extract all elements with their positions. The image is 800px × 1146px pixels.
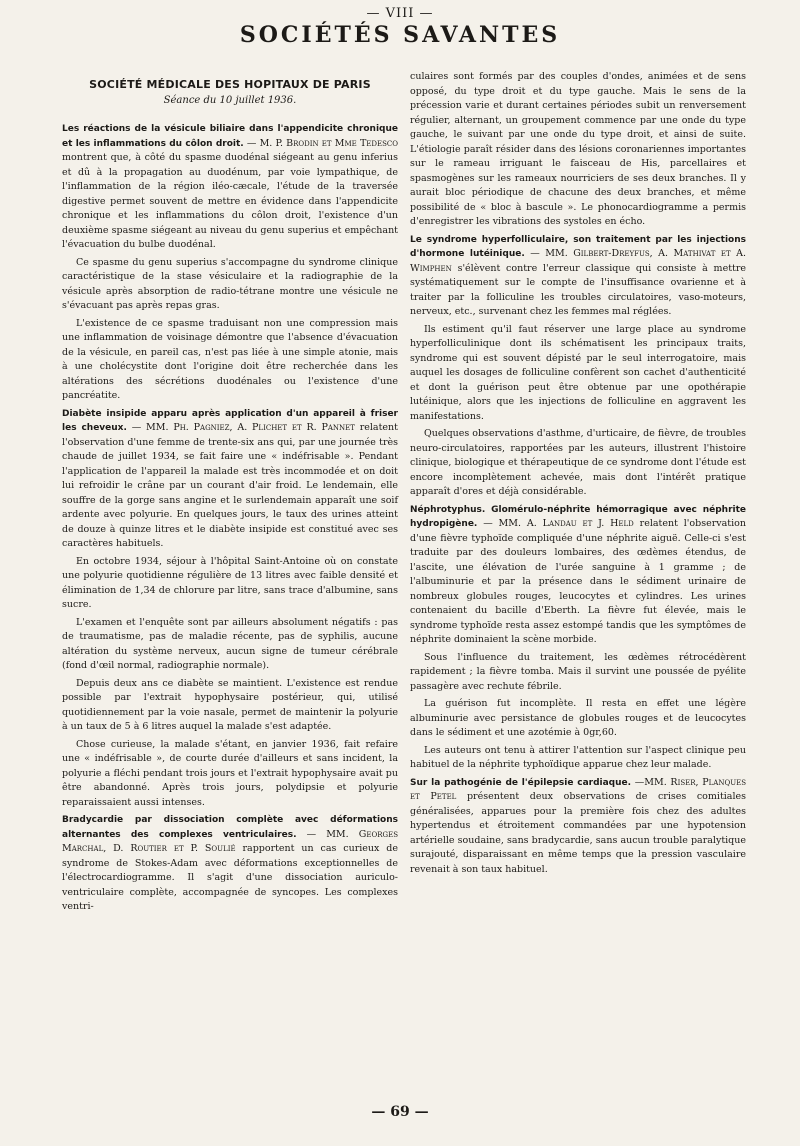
- article-title: Les réactions de la vésicule biliaire dans l'appendicite chronique et les inflammations du côlon droit.: [62, 124, 398, 149]
- article-title: Diabète insipide apparu après application d'un appareil à friser les cheveux.: [62, 408, 398, 433]
- section-title: SOCIÉTÉS SAVANTES: [239, 22, 561, 48]
- article-title: Bradycardie par dissociation complète avec déformations alternantes des complexes ventriculaires.: [62, 815, 398, 840]
- article-authors: —MM. Riser, Planques et Petel: [410, 776, 746, 802]
- paragraph: La guérison fut incomplète. Il resta en effet une légère albuminurie avec persistance de globules rouges et de leucocytes dans le sédiment et une azotémie à 0gr,60.: [410, 698, 746, 738]
- paragraph: L'existence de ce spasme traduisant non une compression mais une inflammation de voisinage démontre que l'absence d'évacuation de la vésicule, en pareil cas, n'est pas liée à une simple atonie, mais à une cholécystite dont l'origine doit être recherchée dans les altérations des sécrétions duodénales ou l'existence d'une pancréatite.: [62, 317, 398, 401]
- article-authors: — MM. Georges Marchal, D. Routier et P. Soulié: [62, 828, 398, 854]
- article-reactions-vesicule: [62, 122, 398, 253]
- session-date: Séance du 10 juillet 1936.: [163, 94, 297, 106]
- article-title: Sur la pathogénie de l'épilepsie cardiaque.: [410, 777, 632, 788]
- article-text: présentent deux observations de crises comitiales généralisées, apparues pour la première fois chez des adultes hypertendus et étroitement commandées par une hypotension artérielle soudaine, sans bradycardie, sans aucun trouble paralytique surajouté, disparaissant en même temps que la pression vasculaire revenait à son taux habituel.: [410, 791, 746, 875]
- article-authors: — MM. Ph. Pagniez, A. Plichet et R. Pannet: [131, 422, 355, 433]
- paragraph: Les auteurs ont tenu à attirer l'attention sur l'aspect clinique peu habituel de la néphrite typhoïdique apparue chez leur malade.: [410, 744, 746, 770]
- paragraph: Sous l'influence du traitement, les œdèmes rétrocédèrent rapidement ; la fièvre tomba. Mais il survint une poussée de pyélite passagère avec rechute fébrile.: [410, 651, 746, 692]
- article-syndrome-hyperfolliculaire: [410, 233, 746, 320]
- society-name: SOCIÉTÉ MÉDICALE DES HOPITAUX DE PARIS: [89, 78, 371, 91]
- article-authors: — MM. Gilbert-Dreyfus, A. Mathivat et A. Wimphen: [410, 248, 747, 274]
- roman-page-marker: — VIII —: [366, 6, 434, 21]
- paragraph: En octobre 1934, séjour à l'hôpital Saint-Antoine où on constate une polyurie quotidienne régulière de 13 litres avec faible densité et élimination de 1,34 de chlorure par litre, sans trace d'albumine, sans sucre.: [62, 555, 398, 610]
- article-diabete-insipide: [62, 407, 398, 552]
- article-text: relatent l'observation d'une fièvre typhoïde compliquée d'une néphrite aiguë. Celle-ci s'est traduite par des douleurs lombaires, des œdèmes étendus, de l'ascite, une élévation de l'urée sanguine à 1 gramme ; de l'albuminurie et par la présence dans le sédiment urinaire de nombreux globules rouges, leucocytes et cylindres. Les urines contenaient du bacille d'Eberth. La fièvre fut élevée, mais le syndrome typhoïde resta assez estompé tandis que les symptômes de néphrite dominaient la scène morbide.: [410, 518, 746, 645]
- paragraph: Quelques observations d'asthme, d'urticaire, de fièvre, de troubles neuro-circulatoires, rapportées par les auteurs, illustrent l'histoire clinique, biologique et thérapeutique de ce syndrome dont l'étude est encore incomplètement achevée, mais dont l'intérêt pratique apparaît d'ores et déjà considérable.: [410, 428, 746, 497]
- article-title: Néphrotyphus. Glomérulo-néphrite hémorragique avec néphrite hydropigène.: [410, 504, 746, 529]
- paragraph: Chose curieuse, la malade s'étant, en janvier 1936, fait refaire une « indéfrisable », de courte durée d'ailleurs et sans incident, la polyurie a fléchi pendant trois jours et l'extrait hypophysaire avait pu être abandonné. Après trois jours, polydipsie et polyurie reparaissaient aussi intenses.: [62, 738, 398, 808]
- left-column: [62, 78, 398, 918]
- article-continuation: culaires sont formés par des couples d'ondes, animées et de sens opposé, du type droit et du type gauche. Mais le sens de la précession varie et durant certaines périodes subit un renversement régulier, alternant, un groupement commence par une onde du type gauche, le suivant par une onde du type droit, et ainsi de suite. L'étiologie paraît résider dans des lésions coronariennes importantes sur le rameau irriguant le faisceau de His, parcellaires et spasmogènes sur les rameaux nourriciers de ses deux branches. Il y aurait bloc périodique de chacune des deux branches, et même possibilité de « bloc à bascule ». Le phonocardiogramme a permis d'enregistrer les vibrations des systoles en écho.: [410, 71, 746, 227]
- page-number: — 69 —: [371, 1104, 429, 1120]
- article-text: relatent l'observation d'une femme de trente-six ans qui, par une journée très chaude de juillet 1934, se fait faire une « indéfrisable ». Pendant l'application de l'appareil la malade est très incommodée et on doit lui refroidir le crâne par un courant d'air froid. Le lendemain, elle souffre de la gorge sans angine et le surlendemain apparaît une soif ardente avec polyurie. En quelques jours, le taux des urines atteint de douze à quinze litres et le diabète insipide est constitué avec ses caractères habituels.: [62, 422, 398, 549]
- article-authors: — MM. A. Landau et J. Held: [483, 518, 634, 529]
- article-text: s'élèvent contre l'erreur classique qui consiste à mettre systématiquement sur le compte de l'insuffisance ovarienne et à traiter par la folliculine les troubles circulatoires, vaso-moteurs, nerveux, etc., survenant chez les femmes mal réglées.: [410, 262, 746, 317]
- article-bradycardie: [62, 813, 398, 915]
- article-nephrotyphus: [410, 503, 746, 648]
- article-epilepsie-cardiaque: [410, 776, 746, 878]
- right-column: [410, 70, 746, 880]
- article-authors: — M. P. Brodin et Mme Tedesco: [246, 137, 399, 149]
- paragraph: Ce spasme du genu superius s'accompagne du syndrome clinique caractéristique de la stase vésiculaire et la radiographie de la vésicule après absorption de radio-tétrane montre une vésicule ne s'évacuant pas après repas gras.: [62, 256, 398, 311]
- article-text: montrent que, à côté du spasme duodénal siégeant au genu inferius et dû à la propagation au duodénum, par voie lympathique, de l'inflammation de la région iléo-cæcale, l'étude de la traversée digestive permet souvent de mettre en évidence dans l'appendicite chronique et les inflammations du côlon droit, l'existence d'un deuxième spasme siégeant au niveau du genu superius et empêchant l'évacuation du bulbe duodénal.: [62, 152, 398, 250]
- paragraph: Depuis deux ans ce diabète se maintient. L'existence est rendue possible par l'extrait hypophysaire postérieur, qui, utilisé quotidiennement par la voie nasale, permet de maintenir la polyurie à un taux de 5 à 6 litres auquel la malade s'est adaptée.: [62, 677, 398, 732]
- article-text: rapportent un cas curieux de syndrome de Stokes-Adam avec déformations exceptionnelles de l'électrocardiogramme. Il s'agit d'une dissociation auriculo-ventriculaire complète, accompagnée de syncopes. Les complexes ventri-: [62, 843, 398, 912]
- paragraph: L'examen et l'enquête sont par ailleurs absolument négatifs : pas de traumatisme, pas de maladie récente, pas de syphilis, aucune altération du système nerveux, aucun signe de tumeur cérébrale (fond d'œil normal, radiographie normale).: [62, 616, 398, 671]
- paragraph: Ils estiment qu'il faut réserver une large place au syndrome hyperfolliculinique dont ils schématisent les principaux traits, syndrome qui est souvent dépisté par le seul interrogatoire, mais auquel les dosages de folliculine confèrent son cachet d'authenticité et dont la guérison peut être obtenue par une opothérapie lutéinique, alors que les injections de folliculine en aggravent les manifestations.: [410, 323, 746, 422]
- article-title: Le syndrome hyperfolliculaire, son traitement par les injections d'hormone lutéinique.: [410, 234, 746, 259]
